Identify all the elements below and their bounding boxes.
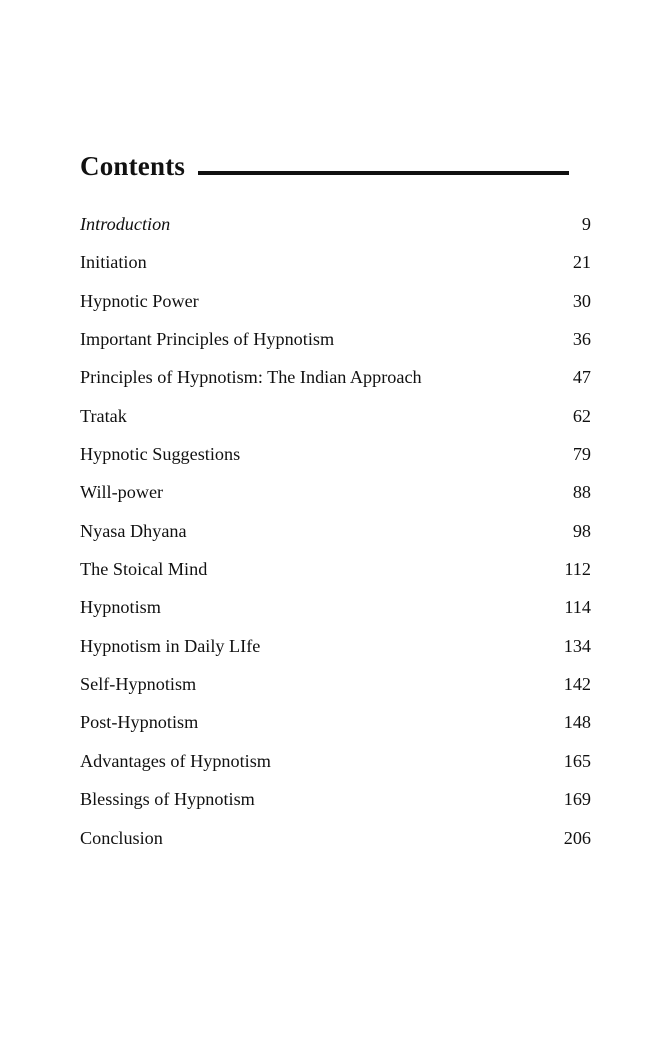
toc-entry-nyasa-dhyana[interactable] bbox=[80, 519, 591, 557]
toc-entry-title: The Stoical Mind bbox=[80, 559, 208, 580]
toc-entry-page: 21 bbox=[572, 252, 591, 273]
toc-entry-initiation[interactable] bbox=[80, 250, 591, 288]
toc-entry-title: Conclusion bbox=[80, 827, 163, 848]
toc-entry-page: 62 bbox=[572, 405, 591, 426]
toc-entry-blessings[interactable] bbox=[80, 787, 591, 825]
heading-rule bbox=[198, 171, 569, 175]
toc-entry-page: 142 bbox=[563, 674, 591, 695]
toc-entry-title: Hypnotic Power bbox=[80, 290, 199, 311]
toc-entry-title: Hypnotism in Daily LIfe bbox=[80, 635, 261, 656]
toc-entry-title: Hypnotism bbox=[80, 597, 161, 618]
toc-entry-page: 206 bbox=[563, 827, 591, 848]
toc-entry-title: Post-Hypnotism bbox=[80, 712, 199, 733]
toc-entry-conclusion[interactable] bbox=[80, 826, 591, 864]
toc-entry-page: 30 bbox=[572, 290, 591, 311]
toc-entry-hypnotism[interactable] bbox=[80, 595, 591, 633]
toc-entry-title: Advantages of Hypnotism bbox=[80, 750, 271, 771]
contents-heading-row bbox=[80, 148, 572, 188]
toc-entry-introduction[interactable] bbox=[80, 212, 591, 250]
toc-entry-title: Tratak bbox=[80, 405, 127, 426]
toc-entry-title: Nyasa Dhyana bbox=[80, 520, 187, 541]
toc-entry-title: Hypnotic Suggestions bbox=[80, 444, 241, 465]
toc-entry-important-principles[interactable] bbox=[80, 327, 591, 365]
toc-entry-page: 169 bbox=[563, 789, 591, 810]
toc-entry-title: Blessings of Hypnotism bbox=[80, 789, 255, 810]
toc-entry-page: 88 bbox=[572, 482, 591, 503]
toc-entry-hypnotic-power[interactable] bbox=[80, 289, 591, 327]
toc-entry-tratak[interactable] bbox=[80, 404, 591, 442]
toc-entry-stoical-mind[interactable] bbox=[80, 557, 591, 595]
toc-entry-title: Principles of Hypnotism: The Indian Approach bbox=[80, 367, 422, 388]
toc-entry-page: 9 bbox=[581, 214, 591, 234]
toc-entry-post-hypnotism[interactable] bbox=[80, 710, 591, 748]
toc-entry-page: 112 bbox=[564, 559, 591, 580]
toc-entry-title: Introduction bbox=[80, 214, 171, 234]
toc-entry-indian-approach[interactable] bbox=[80, 365, 591, 403]
toc-entry-title: Will-power bbox=[80, 482, 164, 503]
toc-entry-title: Initiation bbox=[80, 252, 147, 273]
toc-entry-title: Self-Hypnotism bbox=[80, 674, 197, 695]
table-of-contents bbox=[80, 212, 591, 864]
toc-entry-page: 98 bbox=[572, 520, 591, 541]
page-title: Contents bbox=[80, 151, 186, 181]
toc-entry-page: 148 bbox=[563, 712, 591, 733]
toc-entry-page: 36 bbox=[572, 329, 591, 350]
toc-entry-will-power[interactable] bbox=[80, 480, 591, 518]
toc-entry-page: 79 bbox=[572, 444, 591, 465]
toc-entry-title: Important Principles of Hypnotism bbox=[80, 329, 335, 350]
toc-entry-page: 165 bbox=[563, 750, 591, 771]
toc-entry-daily-life[interactable] bbox=[80, 634, 591, 672]
toc-entry-page: 134 bbox=[563, 635, 591, 656]
toc-entry-advantages[interactable] bbox=[80, 749, 591, 787]
toc-entry-self-hypnotism[interactable] bbox=[80, 672, 591, 710]
toc-entry-page: 114 bbox=[564, 597, 591, 618]
toc-entry-page: 47 bbox=[572, 367, 591, 388]
toc-entry-hypnotic-suggestions[interactable] bbox=[80, 442, 591, 480]
